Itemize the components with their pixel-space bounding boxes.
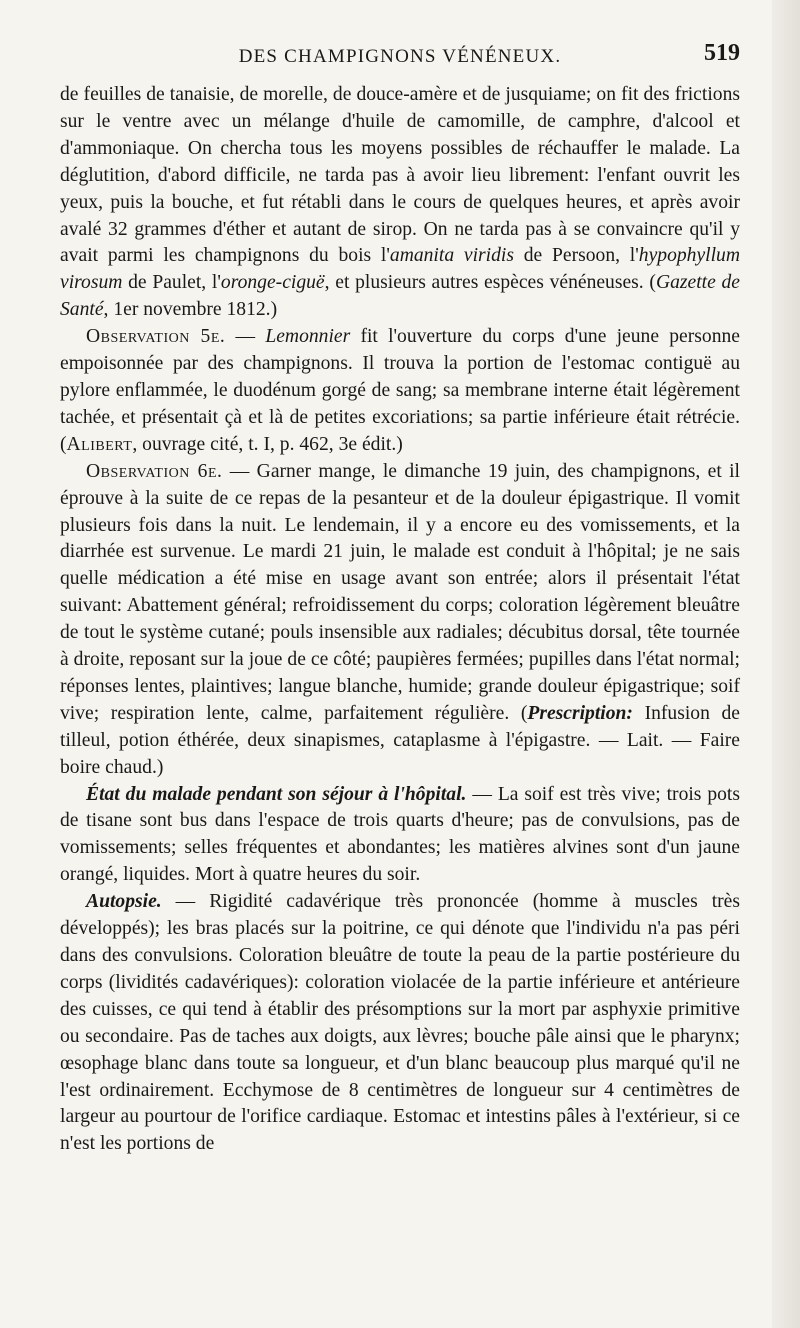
- text-run: de feuilles de tanaisie, de morelle, de douce-amère et de jusquiame; on fit des frictions sur le ventre avec un mélange d'huile de camomille, de camphre, d'alcool et d'ammoniaque. On chercha tous les moyens possibles de réchauffer le malade. La déglutition, d'abord difficile, ne tarda pas à avoir lieu librement: l'enfant ouvrit les yeux, puis la bouche, et fut rétabli dans le cours de quelques heures, et après avoir avalé 32 grammes d'éther et autant de sirop. On ne tarda pas à se convaincre qu'il y avait parmi les champignons du bois l': [60, 84, 740, 267]
- italic-run: Prescription:: [527, 702, 633, 724]
- running-head: DES CHAMPIGNONS VÉNÉNEUX.: [238, 46, 562, 67]
- text-run: —: [225, 326, 266, 348]
- text-run: — Rigidité cadavérique très prononcée (homme à muscles très développés); les bras placés sur la poitrine, ce qui dénote que l'individu n'a pas péri dans des convulsions. Coloration bleuâtre de toute la peau de la partie postérieure du corps (lividités cadavériques): coloration violacée de la partie inférieure et antérieure des cuisses, ce qui tend à établir des présomptions sur la mort par asphyxie primitive ou secondaire. Pas de taches aux doigts, aux lèvres; bouche pâle ainsi que le pharynx; œsophage blanc dans toute sa longueur, et d'un blanc beaucoup plus marqué qu'il ne l'est ordinairement. Ecchymose de 8 centimètres de longueur sur 4 centimètres de largeur au pourtour de l'orifice cardiaque. Estomac et intestins pâles à l'extérieur, si ce n'est les portions de: [60, 891, 740, 1155]
- small-caps-run: Alibert: [66, 433, 133, 455]
- small-caps-run: Observation 5e.: [86, 326, 226, 348]
- italic-run: Lemonnier: [265, 326, 351, 348]
- text-run: , 1er novembre 1812.): [103, 299, 278, 321]
- text-run: fit l'ouverture du corps d'une jeune personne empoisonnée par des champignons. Il trouva la portion de l'estomac contiguë au pylore enflammée, le duodénum gorgé de sang; sa membrane interne était légèrement tachée, et présentait çà et là de petites excoriations; sa partie inférieure était rétrécie. (: [60, 326, 740, 455]
- paragraph: [60, 782, 740, 890]
- text-run: , ouvrage cité, t. I, p. 462, 3e édit.): [132, 433, 403, 455]
- page-edge-shadow: [772, 0, 800, 1328]
- paragraph: [60, 324, 740, 459]
- page-number: 519: [704, 40, 740, 66]
- text-run: — La soif est très vive; trois pots de tisane sont bus dans l'espace de trois quarts d'heure; pas de convulsions, pas de vomissements; selles fréquentes et abondantes; les matières alvines sont d'un jaune orangé, liquides. Mort à quatre heures du soir.: [60, 783, 740, 886]
- body-text: [60, 82, 740, 1158]
- text-run: , et plusieurs autres espèces vénéneuses. (: [324, 272, 656, 294]
- paragraph: [60, 82, 740, 324]
- paragraph: [60, 889, 740, 1158]
- italic-run: oronge-ciguë: [220, 272, 325, 294]
- text-run: de Persoon, l': [513, 245, 639, 267]
- paragraph: [60, 459, 740, 782]
- italic-run: Autopsie.: [86, 891, 162, 913]
- italic-run: hypophyllum virosum: [60, 245, 740, 294]
- page-header: [60, 40, 740, 76]
- text-run: — Garner mange, le dimanche 19 juin, des champignons, et il éprouve à la suite de ce repas de la pesanteur et de la douleur épigastrique. Il vomit plusieurs fois dans la nuit. Le lendemain, il y a encore eu des vomissements, et la diarrhée est survenue. Le mardi 21 juin, le malade est conduit à l'hôpital; je ne sais quelle médication a été mise en usage avant son entrée; alors il présentait l'état suivant: Abattement général; refroidissement du corps; coloration légèrement bleuâtre de tout le système cutané; pouls insensible aux radiales; décubitus dorsal, tête tournée à droite, reposant sur la joue de ce côté; paupières fermées; pupilles dans l'état normal; réponses lentes, plaintives; langue blanche, humide; grande douleur épigastrique; soif vive; respiration lente, calme, parfaitement régulière. (: [60, 460, 740, 724]
- italic-run: amanita viridis: [389, 245, 514, 267]
- italic-run: Gazette de Santé: [60, 272, 740, 321]
- italic-run: État du malade pendant son séjour à l'hôpital.: [86, 783, 467, 805]
- text-run: Infusion de tilleul, potion éthérée, deux sinapismes, cataplasme à l'épigastre. — Lait. — Faire boire chaud.): [60, 702, 740, 778]
- text-run: de Paulet, l': [122, 272, 221, 294]
- small-caps-run: Observation 6e.: [86, 460, 223, 482]
